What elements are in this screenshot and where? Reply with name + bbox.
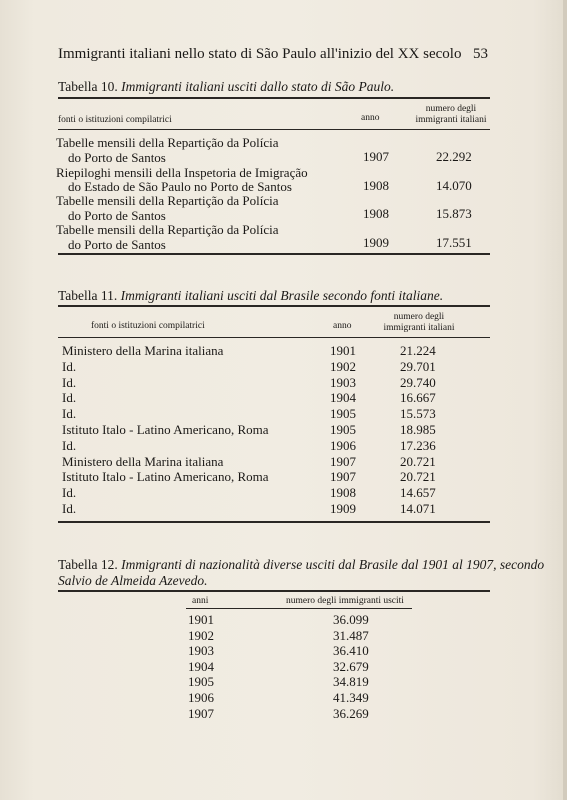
table-12-header-rule [186, 608, 412, 609]
table-11-cell-year: 1907 [330, 469, 356, 485]
table-10-header-year: anno [361, 113, 380, 123]
table-12-header-count: numero degli immigranti usciti [286, 596, 404, 606]
table-11-cell-source: Id. [62, 485, 77, 501]
table-11-cell-year: 1903 [330, 374, 356, 390]
table-11-cell-source: Id. [62, 406, 77, 422]
table-10-row-2-year: 1908 [363, 178, 389, 193]
table-12-cell-year: 1905 [188, 674, 214, 690]
table-12-top-rule [58, 590, 490, 592]
table-12-header-year: anni [192, 596, 209, 606]
table-10-row-3-source: Tabelle mensili della Repartição da Polícia [56, 193, 279, 208]
table-10-header-rule [58, 129, 490, 130]
table-11-cell-year: 1905 [330, 406, 356, 422]
table-12-caption: Tabella 12. Immigranti di nazionalità diverse usciti dal Brasile dal 1901 al 1907, secondo [58, 557, 545, 572]
table-11-cell-source: Id. [62, 437, 77, 453]
table-11-cell-year: 1904 [330, 390, 356, 406]
table-12-cell-year: 1901 [188, 612, 214, 627]
table-11-cell-count: 20.721 [400, 453, 436, 469]
table-10-row-1-count: 22.292 [436, 149, 472, 164]
table-11-cell-count: 29.740 [400, 374, 436, 390]
table-10-bottom-rule [58, 253, 490, 255]
table-10-row-4-source: Tabelle mensili della Repartição da Polícia [56, 222, 279, 237]
table-10-top-rule [58, 97, 490, 99]
table-10-caption: Tabella 10. Immigranti italiani usciti dallo stato di São Paulo. [58, 79, 395, 94]
running-head [58, 46, 488, 63]
table-12-caption-cont: Salvio de Almeida Azevedo. [58, 573, 208, 588]
table-10-row-3-year: 1908 [363, 206, 389, 221]
table-11-caption: Tabella 11. Immigranti italiani usciti dal Brasile secondo fonti italiane. [58, 288, 444, 303]
table-12-cell-year: 1903 [188, 643, 214, 659]
table-11-cell-count: 21.224 [400, 343, 436, 358]
table-11-cell-source: Id. [62, 358, 77, 374]
table-10-row-2-count: 14.070 [436, 178, 472, 193]
table-12-cell-count: 41.349 [333, 690, 369, 705]
table-10-row-1-source: Tabelle mensili della Repartição da Polícia [56, 135, 279, 150]
table-11-cell-source: Id. [62, 390, 77, 406]
table-11-header-rule [58, 337, 490, 338]
table-10-row-4-source-cont: do Porto de Santos [68, 237, 166, 252]
table-12-cell-count: 32.679 [333, 658, 369, 674]
table-11-cell-source: Id. [62, 501, 77, 516]
table-10-row-2-source: Riepiloghi mensili della Inspetoria de Imigração [56, 165, 308, 180]
table-11-header-source: fonti o istituzioni compilatrici [91, 321, 205, 331]
table-12-cell-count: 34.819 [333, 674, 369, 690]
table-10-row-2-source-cont: do Estado de São Paulo no Porto de Santos [68, 179, 292, 194]
table-10-row-3-source-cont: do Porto de Santos [68, 208, 166, 223]
table-11-top-rule [58, 305, 490, 307]
table-11-cell-count: 14.657 [400, 485, 436, 501]
table-11-cell-source: Ministero della Marina italiana [62, 453, 224, 469]
table-11-cell-source: Istituto Italo - Latino Americano, Roma [62, 422, 269, 437]
table-11-cell-count: 14.071 [400, 501, 436, 516]
table-11-header-year: anno [333, 321, 352, 331]
table-10-row-4-count: 17.551 [436, 235, 472, 250]
table-11-cell-source: Istituto Italo - Latino Americano, Roma [62, 469, 269, 485]
table-11-header-count: numero degli immigranti italiani [383, 312, 455, 333]
table-10-header-count: numero degli immigranti italiani [415, 104, 487, 125]
table-12-cell-year: 1904 [188, 658, 214, 674]
table-11-cell-year: 1901 [330, 343, 356, 358]
table-11-cell-year: 1906 [330, 437, 356, 453]
table-11-cell-year: 1907 [330, 453, 356, 469]
table-10-row-3-count: 15.873 [436, 206, 472, 221]
table-11-bottom-rule [58, 521, 490, 523]
table-11-cell-year: 1909 [330, 501, 356, 516]
table-11-cell-count: 16.667 [400, 390, 436, 406]
running-head-title: Immigranti italiani nello stato di São Paulo all'inizio del XX secolo [58, 46, 462, 62]
table-12-cell-year: 1906 [188, 690, 214, 705]
table-11-cell-count: 18.985 [400, 422, 436, 437]
table-11-cell-year: 1902 [330, 358, 356, 374]
table-10-row-1-source-cont: do Porto de Santos [68, 150, 166, 165]
table-12-cell-year: 1902 [188, 627, 214, 643]
table-12-cell-count: 36.410 [333, 643, 369, 659]
table-11-cell-count: 17.236 [400, 437, 436, 453]
table-12-cell-year: 1907 [188, 705, 214, 721]
page-edge [563, 0, 567, 800]
table-11-cell-year: 1905 [330, 422, 356, 437]
table-11-cell-count: 29.701 [400, 358, 436, 374]
table-12-cell-count: 36.269 [333, 705, 369, 721]
table-11-cell-count: 15.573 [400, 406, 436, 422]
table-11-cell-year: 1908 [330, 485, 356, 501]
table-11-cell-source: Ministero della Marina italiana [62, 343, 224, 358]
page-number: 53 [473, 46, 488, 62]
table-11-cell-source: Id. [62, 374, 77, 390]
table-10-row-4-year: 1909 [363, 235, 389, 250]
table-10-row-1-year: 1907 [363, 149, 389, 164]
table-11-cell-count: 20.721 [400, 469, 436, 485]
table-12-cell-count: 31.487 [333, 627, 369, 643]
table-12-cell-count: 36.099 [333, 612, 369, 627]
table-10-header-source: fonti o istituzioni compilatrici [58, 115, 172, 125]
